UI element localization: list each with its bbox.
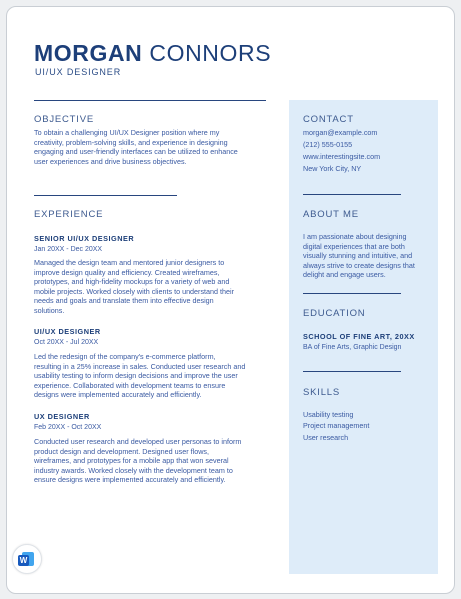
last-name: CONNORS xyxy=(149,40,272,66)
contact-email[interactable]: morgan@example.com xyxy=(303,128,378,137)
degree: BA of Fine Arts, Graphic Design xyxy=(303,344,402,351)
job-description xyxy=(34,437,284,485)
job-line: solutions. xyxy=(34,305,65,315)
first-name: MORGAN xyxy=(34,40,143,66)
about-line: visually stunning and intuitive, and xyxy=(303,251,413,261)
job-line: Managed the design team and mentored junior designers to xyxy=(34,258,225,267)
job-line: Led the redesign of the company's e-commerce platform, xyxy=(34,352,216,361)
job-line: usability testing to inform design decisions and improve the user xyxy=(34,371,238,381)
job-line: mobile projects. Worked closely with clients to understand their xyxy=(34,286,235,296)
skills-heading: SKILLS xyxy=(303,387,341,398)
divider xyxy=(303,371,401,372)
about-text xyxy=(303,232,433,280)
objective-line: engaging and user-friendly interfaces can be utilized to enhance xyxy=(34,147,238,157)
divider xyxy=(34,100,266,101)
contact-website[interactable]: www.interestingsite.com xyxy=(303,152,381,161)
job-line: needs and goals and translate them into effective design xyxy=(34,296,214,306)
word-icon[interactable] xyxy=(12,544,42,574)
job-line: prototypes, and high-fidelity mockups for a variety of web and xyxy=(34,277,230,287)
about-heading: ABOUT ME xyxy=(303,209,359,220)
contact-phone: (212) 555-0155 xyxy=(303,140,353,149)
job-dates: Oct 20XX - Jul 20XX xyxy=(34,339,99,346)
school-name: SCHOOL OF FINE ART, 20XX xyxy=(303,332,415,341)
objective-line: To obtain a challenging UI/UX Designer position where my xyxy=(34,128,220,137)
job-title: SENIOR UI/UX DESIGNER xyxy=(34,234,135,243)
job-line: Conducted user research and developed user personas to inform xyxy=(34,437,242,446)
divider xyxy=(34,195,177,196)
candidate-name xyxy=(34,40,271,67)
job-line: designs were implemented accurately and efficiently. xyxy=(34,390,202,400)
skill-item: Project management xyxy=(303,421,370,431)
contact-location: New York City, NY xyxy=(303,164,362,173)
skill-item: User research xyxy=(303,432,349,442)
job-description xyxy=(34,258,284,316)
objective-heading: OBJECTIVE xyxy=(34,114,94,125)
education-heading: EDUCATION xyxy=(303,308,366,319)
about-line: delight and engage users. xyxy=(303,270,386,280)
objective-text xyxy=(34,128,284,166)
job-dates: Feb 20XX - Oct 20XX xyxy=(34,424,102,431)
job-dates: Jan 20XX - Dec 20XX xyxy=(34,246,103,253)
job-line: wireframes, and prototypes for a mobile app that won several xyxy=(34,456,229,466)
about-line: digital experiences that are both xyxy=(303,241,405,251)
job-line: product design and development. Designed user flows, xyxy=(34,446,210,456)
divider xyxy=(303,293,401,294)
experience-heading: EXPERIENCE xyxy=(34,209,104,220)
candidate-role: UI/UX DESIGNER xyxy=(35,67,122,77)
divider xyxy=(303,194,401,195)
contact-heading: CONTACT xyxy=(303,114,354,125)
job-line: ensure designs were implemented accurately and efficiently. xyxy=(34,475,226,485)
objective-line: user experiences and drive business objectives. xyxy=(34,156,187,166)
skills-list xyxy=(303,409,433,443)
job-line: improve design quality and efficiency. Created wireframes, xyxy=(34,267,220,277)
job-title: UI/UX DESIGNER xyxy=(34,327,101,336)
word-letter-tile: W xyxy=(19,556,28,565)
about-line: always strive to create designs that xyxy=(303,260,415,270)
job-line: experience. Collaborated with development teams to ensure xyxy=(34,380,226,390)
skill-item: Usability testing xyxy=(303,410,354,419)
job-line: industry awards. Worked closely with the development team to xyxy=(34,465,233,475)
job-description xyxy=(34,352,284,400)
job-title: UX DESIGNER xyxy=(34,412,90,421)
objective-line: creativity, problem-solving skills, and experience in designing xyxy=(34,137,228,147)
resume-page xyxy=(6,6,455,594)
contact-details xyxy=(303,127,433,175)
job-line: resulting in a 25% increase in sales. Conducted user research and xyxy=(34,361,246,371)
about-line: I am passionate about designing xyxy=(303,232,407,241)
